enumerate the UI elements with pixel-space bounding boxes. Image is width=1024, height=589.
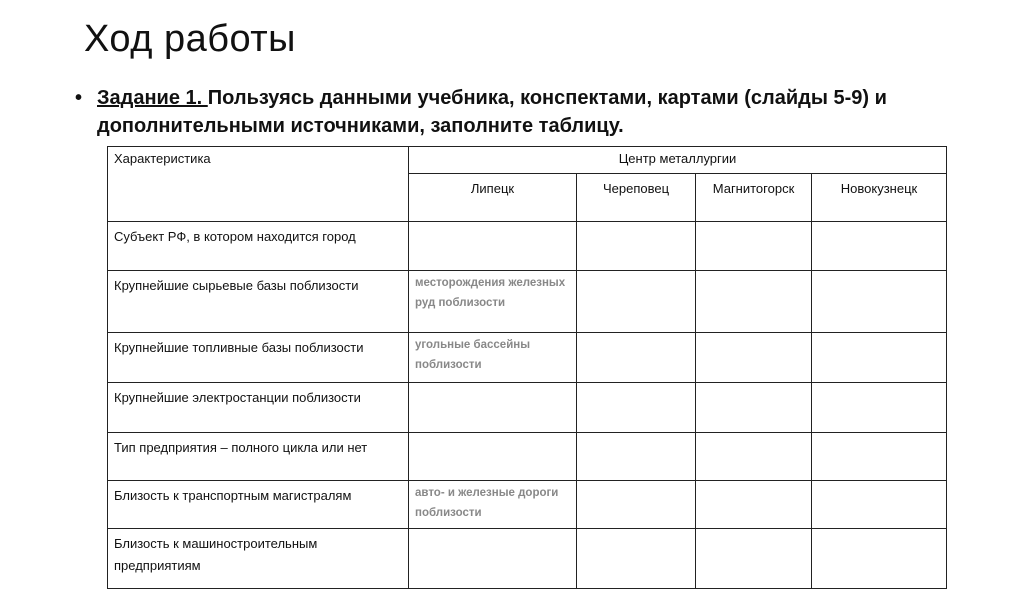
row-label: Крупнейшие топливные базы поблизости [108, 333, 409, 383]
header-city: Череповец [577, 174, 696, 222]
table-row [108, 222, 947, 271]
row-label: Крупнейшие сырьевые базы поблизости [108, 271, 409, 333]
hint-cell[interactable]: угольные бассейны поблизости [409, 333, 577, 383]
table-cell[interactable] [812, 222, 947, 271]
table-cell[interactable] [577, 529, 696, 589]
table-cell[interactable] [812, 383, 947, 433]
table-cell[interactable] [409, 529, 577, 589]
slide-title: Ход работы [84, 18, 296, 60]
header-city: Магнитогорск [696, 174, 812, 222]
header-metallurgy-center: Центр металлургии [409, 147, 947, 174]
table-cell[interactable] [812, 529, 947, 589]
row-label: Близость к машиностроительным предприятиям [108, 529, 409, 589]
table-cell[interactable] [696, 529, 812, 589]
task-instruction [75, 84, 975, 140]
table-cell[interactable] [409, 433, 577, 481]
table-row [108, 333, 947, 383]
table-cell[interactable] [696, 271, 812, 333]
table-cell[interactable] [577, 433, 696, 481]
table-cell[interactable] [812, 271, 947, 333]
table-row [108, 383, 947, 433]
row-label: Тип предприятия – полного цикла или нет [108, 433, 409, 481]
table-row [108, 529, 947, 589]
hint-cell[interactable]: месторождения железных руд поблизости [409, 271, 577, 333]
task-label: Задание 1. [97, 87, 208, 109]
table-cell[interactable] [409, 222, 577, 271]
header-city: Новокузнецк [812, 174, 947, 222]
table-cell[interactable] [409, 383, 577, 433]
table-row [108, 433, 947, 481]
table-cell[interactable] [696, 433, 812, 481]
table-cell[interactable] [696, 383, 812, 433]
row-label: Близость к транспортным магистралям [108, 481, 409, 529]
table-cell[interactable] [577, 383, 696, 433]
header-city: Липецк [409, 174, 577, 222]
row-label: Крупнейшие электростанции поблизости [108, 383, 409, 433]
table-cell[interactable] [577, 481, 696, 529]
table-cell[interactable] [696, 481, 812, 529]
table-cell[interactable] [812, 433, 947, 481]
table-row [108, 481, 947, 529]
table-cell[interactable] [696, 222, 812, 271]
task-text: Пользуясь данными учебника, конспектами, картами (слайды 5-9) и дополнительными источниками, заполните таблицу. [97, 87, 887, 137]
row-label: Субъект РФ, в котором находится город [108, 222, 409, 271]
table-cell[interactable] [812, 481, 947, 529]
table-cell[interactable] [696, 333, 812, 383]
header-characteristic: Характеристика [108, 147, 409, 222]
table-cell[interactable] [577, 222, 696, 271]
table-row [108, 271, 947, 333]
table-cell[interactable] [812, 333, 947, 383]
hint-cell[interactable]: авто- и железные дороги поблизости [409, 481, 577, 529]
bullet: • [75, 87, 83, 109]
table-cell[interactable] [577, 271, 696, 333]
metallurgy-table [107, 146, 947, 589]
table-cell[interactable] [577, 333, 696, 383]
